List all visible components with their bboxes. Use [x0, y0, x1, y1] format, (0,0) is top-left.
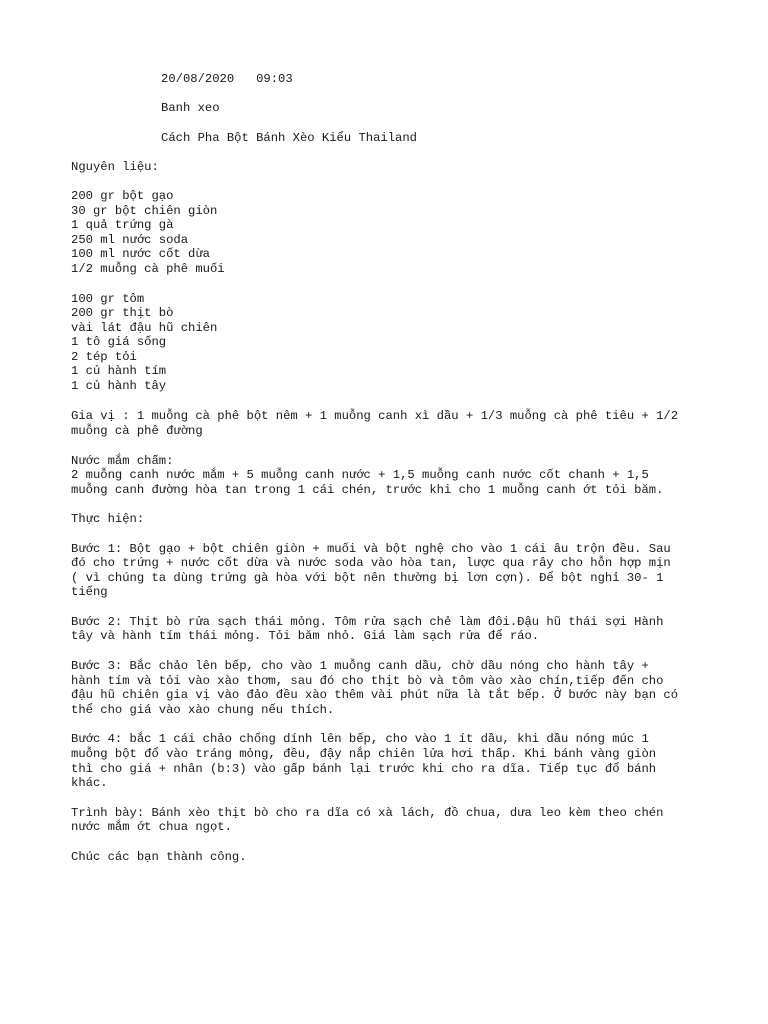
list-item: vài lát đậu hũ chiên: [71, 321, 218, 335]
paragraph-line: 2 muỗng canh nước mắm + 5 muỗng canh nước + 1,5 muỗng canh nước cốt chanh + 1,5: [71, 468, 649, 482]
paragraph-line: tây và hành tím thái mỏng. Tỏi băm nhỏ. Giá làm sạch rửa để ráo.: [71, 629, 540, 643]
list-item: 100 ml nước cốt dừa: [71, 247, 210, 261]
list-item: 250 ml nước soda: [71, 233, 189, 247]
list-item: 100 gr tôm: [71, 292, 145, 306]
paragraph-line: Bước 1: Bột gạo + bột chiên giòn + muối và bột nghệ cho vào 1 cái âu trộn đều. Sau: [71, 542, 671, 556]
closing-line: Chúc các bạn thành công.: [71, 850, 247, 864]
paragraph-line: ( vì chúng ta dùng trứng gà hòa với bột nên thường bị lơn cợn). Để bột nghỉ 30- 1: [71, 571, 664, 585]
paragraph-line: thì cho giá + nhân (b:3) vào gấp bánh lại trước khi cho ra dĩa. Tiếp tục đổ bánh: [71, 762, 657, 776]
paragraph-line: Nước mắm chấm:: [71, 454, 174, 468]
paragraph-line: muỗng cà phê đường: [71, 424, 203, 438]
method-heading: Thực hiện:: [71, 512, 145, 526]
paragraph-line: Bước 3: Bắc chảo lên bếp, cho vào 1 muỗng canh dầu, chờ dầu nóng cho hành tây +: [71, 659, 649, 673]
list-item: 1 củ hành tây: [71, 379, 167, 393]
document-datetime: 20/08/2020 09:03: [161, 72, 293, 86]
paragraph-line: thể cho giá vào xào chung nếu thích.: [71, 703, 335, 717]
paragraph-line: tiếng: [71, 585, 108, 599]
paragraph-line: khác.: [71, 776, 108, 790]
paragraph-line: Bước 2: Thịt bò rửa sạch thái mỏng. Tôm rửa sạch chẻ làm đôi.Đậu hũ thái sợi Hành: [71, 615, 664, 629]
ingredients-heading: Nguyên liệu:: [71, 160, 159, 174]
paragraph-line: Bước 4: bắc 1 cái chảo chống dính lên bếp, cho vào 1 ít dầu, khi dầu nóng múc 1: [71, 732, 649, 746]
paragraph-line: hành tím và tỏi vào xào thơm, sau đó cho thịt bò và tôm vào xào chín,tiếp đến cho: [71, 674, 664, 688]
list-item: 2 tép tỏi: [71, 350, 137, 364]
document-title: Banh xeo: [161, 101, 220, 115]
document-subtitle: Cách Pha Bột Bánh Xèo Kiểu Thailand: [161, 131, 417, 145]
list-item: 30 gr bột chiên giòn: [71, 204, 218, 218]
paragraph-line: đó cho trứng + nước cốt dừa và nước soda vào hòa tan, lược qua rây cho hỗn hợp mịn: [71, 556, 671, 570]
paragraph-line: Trình bày: Bánh xèo thịt bò cho ra dĩa có xà lách, đồ chua, dưa leo kèm theo chén: [71, 806, 664, 820]
paragraph-line: Gia vị : 1 muỗng cà phê bột nêm + 1 muỗng canh xì dầu + 1/3 muỗng cà phê tiêu + 1/2: [71, 409, 679, 423]
paragraph-line: muỗng canh đường hòa tan trong 1 cái chén, trước khi cho 1 muỗng canh ớt tỏi băm.: [71, 483, 664, 497]
list-item: 1/2 muỗng cà phê muối: [71, 262, 225, 276]
list-item: 1 tô giá sống: [71, 335, 167, 349]
list-item: 1 quả trứng gà: [71, 218, 174, 232]
list-item: 200 gr thịt bò: [71, 306, 174, 320]
paragraph-line: muỗng bột đổ vào tráng mỏng, đều, đậy nắp chiên lửa hơi thấp. Khi bánh vàng giòn: [71, 747, 657, 761]
list-item: 200 gr bột gạo: [71, 189, 174, 203]
paragraph-line: đậu hũ chiên gia vị vào đảo đều xào thêm vài phút nữa là tắt bếp. Ở bước này bạn có: [71, 688, 679, 702]
list-item: 1 củ hành tím: [71, 364, 167, 378]
paragraph-line: nước mắm ớt chua ngọt.: [71, 820, 232, 834]
